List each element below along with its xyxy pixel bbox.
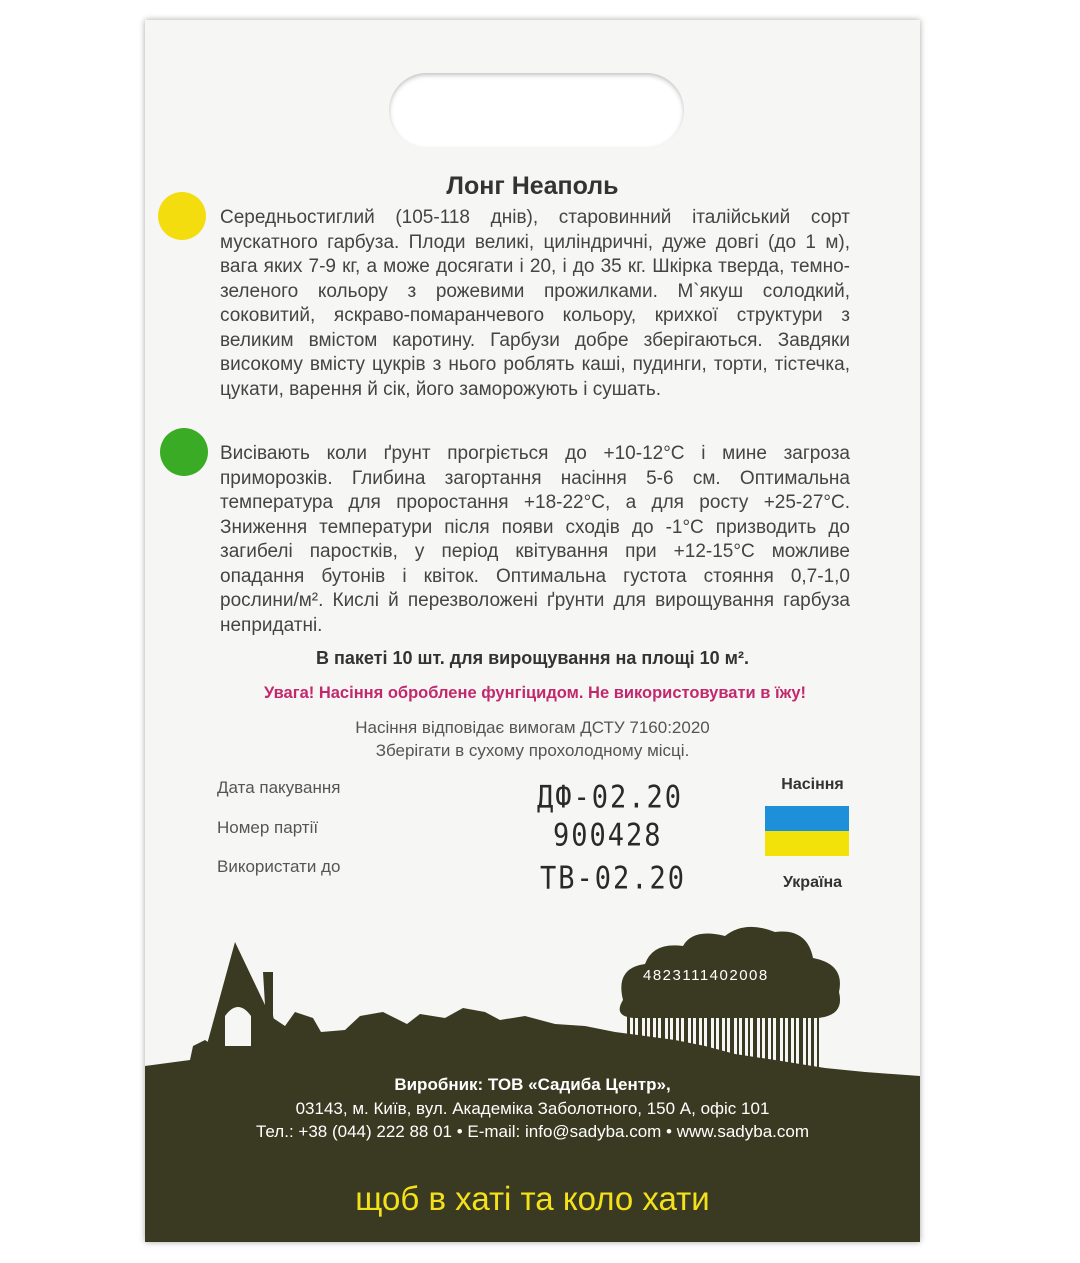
origin-top-label: Насіння (781, 776, 844, 793)
barcode-number: 4823111402008 (643, 967, 769, 984)
maker-line: Виробник: ТОВ «Садиба Центр», (394, 1075, 671, 1094)
standard-line: Насіння відповідає вимогам ДСТУ 7160:2020 (355, 718, 710, 737)
use-by-stamp: ТВ-02.20 (540, 860, 687, 897)
packing-date-stamp: ДФ-02.20 (537, 779, 684, 816)
house-window (225, 1007, 251, 1046)
flag-yellow-stripe (765, 831, 849, 856)
standard-info (145, 716, 920, 762)
packing-date-label: Дата пакування (217, 778, 341, 797)
green-dot-icon (160, 428, 208, 476)
flag-blue-stripe (765, 806, 849, 831)
slogan: щоб в хаті та коло хати (355, 1180, 710, 1217)
contacts-line: Тел.: +38 (044) 222 88 01 • E-mail: info@sadyba.com • www.sadyba.com (255, 1122, 809, 1141)
variety-title: Лонг Неаполь (446, 172, 619, 200)
growing-instructions: Висівають коли ґрунт прогріється до +10-12°С і мине загроза приморозків. Глибина загортання насіння 5-6 см. Оптимальна температура для проростання +18-22°С, а для росту +25-27°С. Зниження температури після появи сходів до -1°С призводить до загибелі паростків, у період квітування при +12-15°С можливе опадання бутонів і квіток. Оптимальна густота стояння 0,7-1,0 рослини/м². Кислі й перезволожені ґрунти для вирощування гарбуза непридатні. (220, 443, 850, 636)
ukraine-flag (765, 806, 849, 856)
seed-packet-back (145, 20, 920, 1242)
batch-stamp: 900428 (553, 817, 663, 854)
batch-label: Номер партії (217, 818, 319, 837)
house-icon (200, 942, 283, 1070)
fungicide-warning: Увага! Насіння оброблене фунгіцидом. Не використовувати в їжу! (263, 684, 807, 702)
origin-bottom-label: Україна (782, 874, 843, 891)
storage-line: Зберігати в сухому прохолодному місці. (375, 741, 690, 760)
yellow-dot-icon (158, 192, 206, 240)
address-line: 03143, м. Київ, вул. Академіка Заболотного, 150 А, офіс 101 (295, 1099, 770, 1118)
use-by-label: Використати до (217, 857, 341, 876)
variety-description: Середньостиглий (105-118 днів), старовинний італійський сорт мускатного гарбуза. Плоди великі, циліндричні, дуже довгі (до 1 м), вага яких 7-9 кг, а може досягати і 20, і до 35 кг. Шкірка тверда, темно-зеленого кольору з рожевими прожилками. М`якуш солодкий, соковитий, яскраво-помаранчевого кольору, крихкої структури з великим вмістом каротину. Гарбузи добре зберігаються. Завдяки високому вмісту цукрів з нього роблять каші, пудинги, торти, тістечка, цукати, варення й сік, його заморожують і сушать. (220, 207, 850, 400)
pack-count: В пакеті 10 шт. для вирощування на площі 10 м². (316, 648, 749, 668)
hang-hole (389, 73, 684, 148)
